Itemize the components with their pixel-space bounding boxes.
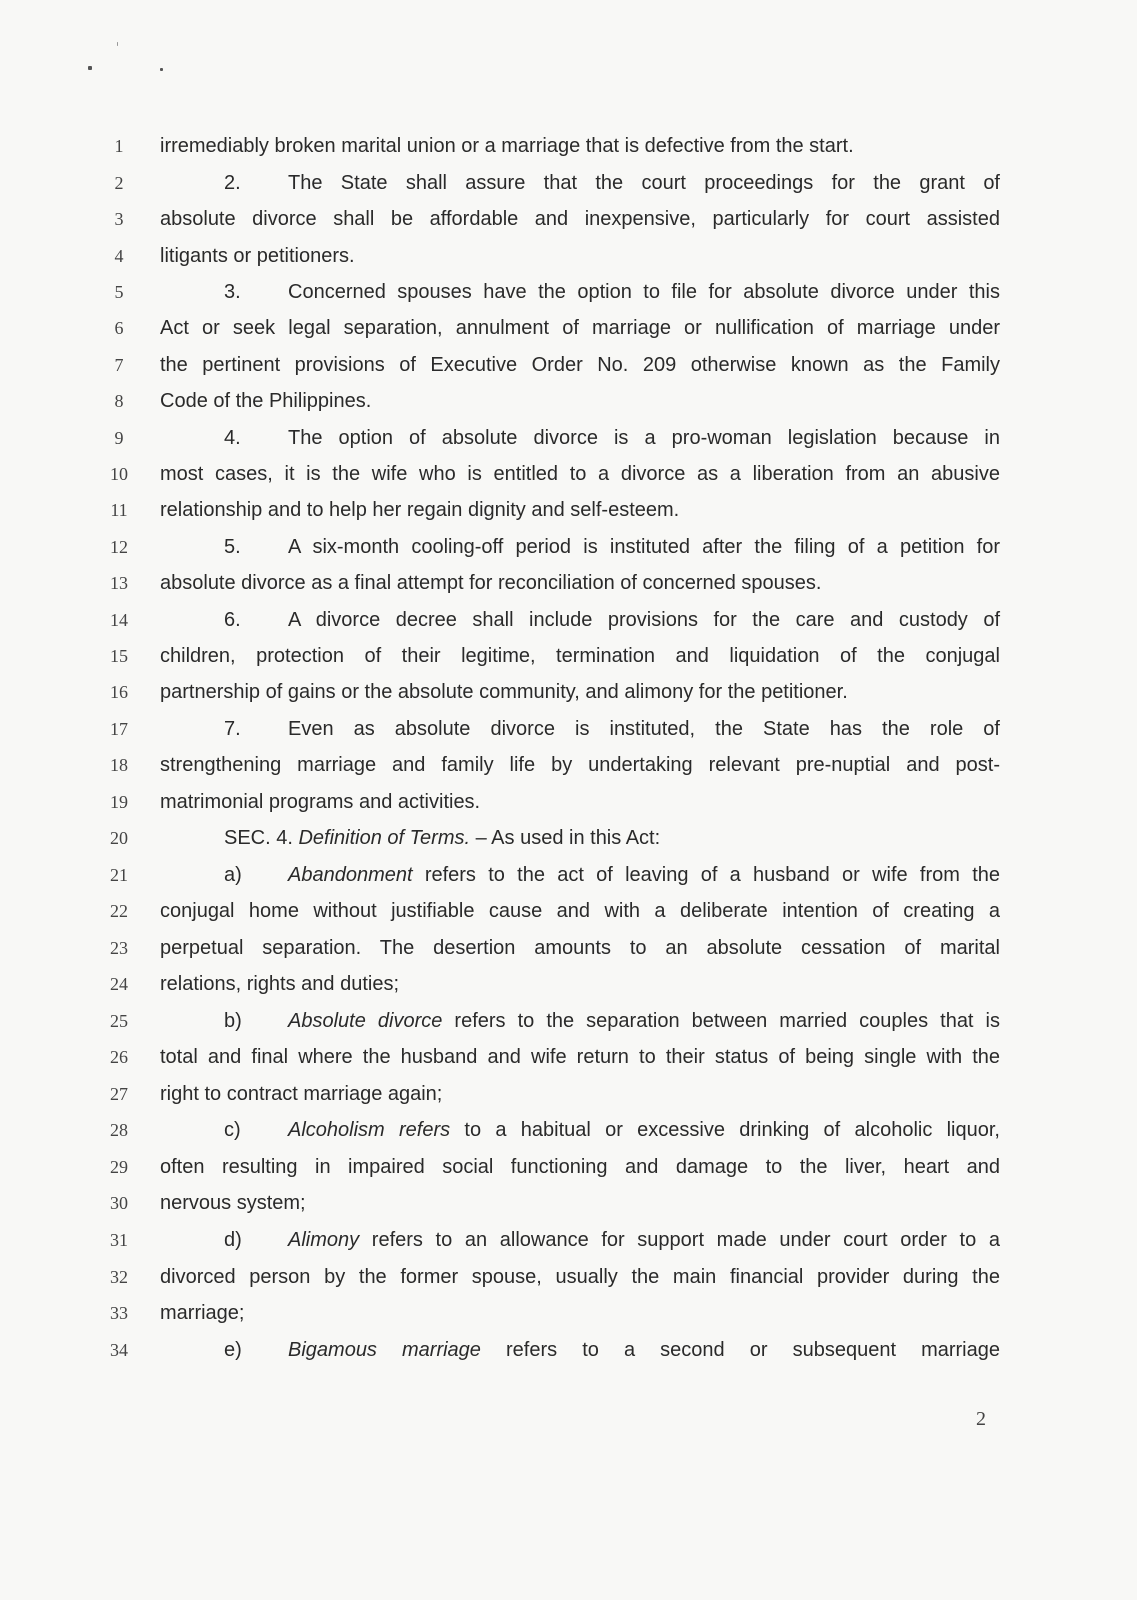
scan-speck bbox=[88, 66, 92, 70]
item-number: 3. bbox=[224, 281, 241, 303]
text-line: Code of the Philippines. bbox=[160, 390, 372, 412]
text-line: 5. A six-month cooling-off period is instituted after the filing of a petition for bbox=[160, 535, 1000, 559]
text-line: the pertinent provisions of Executive Order No. 209 otherwise known as the Family bbox=[160, 354, 1000, 376]
text-line: strengthening marriage and family life by undertaking relevant pre-nuptial and post- bbox=[160, 754, 1000, 776]
line-number: 1 bbox=[114, 136, 124, 156]
line-number: 34 bbox=[110, 1340, 128, 1360]
line-number: 23 bbox=[110, 938, 128, 958]
line-number: 19 bbox=[110, 792, 128, 812]
line-number: 16 bbox=[110, 682, 128, 702]
item-letter: a) bbox=[224, 864, 242, 886]
text-line: b) Absolute divorce refers to the separation between married couples that is bbox=[160, 1009, 1000, 1033]
text-line: marriage; bbox=[160, 1302, 245, 1324]
line-number: 26 bbox=[110, 1047, 128, 1067]
text-line: total and final where the husband and wife return to their status of being single with the bbox=[160, 1046, 1000, 1068]
text-line: often resulting in impaired social functioning and damage to the liver, heart and bbox=[160, 1156, 1000, 1178]
section-heading: SEC. 4. Definition of Terms. – As used in this Act: bbox=[224, 827, 661, 849]
line-number: 2 bbox=[114, 173, 124, 193]
line-number: 10 bbox=[110, 464, 128, 484]
text-line: children, protection of their legitime, termination and liquidation of the conjugal bbox=[160, 645, 1000, 667]
line-number: 18 bbox=[110, 755, 128, 775]
text-line: 3. Concerned spouses have the option to file for absolute divorce under this bbox=[160, 280, 1000, 304]
line-number: 31 bbox=[110, 1230, 128, 1250]
line-number: 28 bbox=[110, 1120, 128, 1140]
section-title: Definition of Terms. bbox=[298, 827, 471, 849]
text-line: Act or seek legal separation, annulment of marriage or nullification of marriage under bbox=[160, 317, 1000, 339]
line-number: 9 bbox=[114, 428, 124, 448]
line-number: 8 bbox=[114, 391, 124, 411]
scan-speck bbox=[160, 68, 163, 71]
text-line: relations, rights and duties; bbox=[160, 973, 400, 995]
scan-speck bbox=[117, 42, 118, 46]
line-number: 6 bbox=[114, 318, 124, 338]
text-line: 6. A divorce decree shall include provisions for the care and custody of bbox=[160, 608, 1000, 632]
line-number: 29 bbox=[110, 1157, 128, 1177]
text-line: d) Alimony refers to an allowance for support made under court order to a bbox=[160, 1228, 1000, 1252]
text-line: divorced person by the former spouse, usually the main financial provider during the bbox=[160, 1266, 1000, 1288]
defined-term: Alimony bbox=[288, 1229, 360, 1251]
text-line: 7. Even as absolute divorce is instituted, the State has the role of bbox=[160, 717, 1000, 741]
text-line: c) Alcoholism refers to a habitual or excessive drinking of alcoholic liquor, bbox=[160, 1118, 1000, 1142]
text-line: most cases, it is the wife who is entitled to a divorce as a liberation from an abusive bbox=[160, 463, 1000, 485]
defined-term: Alcoholism refers bbox=[288, 1119, 451, 1141]
text-line: partnership of gains or the absolute community, and alimony for the petitioner. bbox=[160, 681, 848, 703]
text-line: litigants or petitioners. bbox=[160, 245, 355, 267]
line-number: 3 bbox=[114, 209, 124, 229]
line-number: 24 bbox=[110, 974, 128, 994]
line-number: 25 bbox=[110, 1011, 128, 1031]
line-number: 22 bbox=[110, 901, 128, 921]
line-number: 14 bbox=[110, 610, 128, 630]
text-line: right to contract marriage again; bbox=[160, 1083, 443, 1105]
line-number: 27 bbox=[110, 1084, 128, 1104]
item-number: 2. bbox=[224, 172, 241, 194]
page-number: 2 bbox=[976, 1408, 986, 1430]
defined-term: Absolute divorce bbox=[288, 1010, 443, 1032]
defined-term: Bigamous marriage bbox=[288, 1339, 481, 1361]
text-line: absolute divorce shall be affordable and inexpensive, particularly for court assisted bbox=[160, 208, 1000, 230]
line-number: 11 bbox=[110, 500, 128, 520]
item-number: 4. bbox=[224, 427, 241, 449]
item-letter: e) bbox=[224, 1339, 242, 1361]
item-number: 7. bbox=[224, 718, 241, 740]
item-number: 5. bbox=[224, 536, 241, 558]
line-number: 30 bbox=[110, 1193, 128, 1213]
text-line: perpetual separation. The desertion amounts to an absolute cessation of marital bbox=[160, 937, 1000, 959]
text-line: nervous system; bbox=[160, 1192, 306, 1214]
line-number: 33 bbox=[110, 1303, 128, 1323]
item-number: 6. bbox=[224, 609, 241, 631]
line-number: 17 bbox=[110, 719, 128, 739]
text-line: 2. The State shall assure that the court proceedings for the grant of bbox=[160, 171, 1000, 195]
line-number: 7 bbox=[114, 355, 124, 375]
line-number: 13 bbox=[110, 573, 128, 593]
item-letter: b) bbox=[224, 1010, 242, 1032]
text-line: 4. The option of absolute divorce is a pro-woman legislation because in bbox=[160, 426, 1000, 450]
text-line: matrimonial programs and activities. bbox=[160, 791, 481, 813]
text-line: relationship and to help her regain dignity and self-esteem. bbox=[160, 499, 680, 521]
line-number: 4 bbox=[114, 246, 124, 266]
text-line: e) Bigamous marriage refers to a second or subsequent marriage bbox=[160, 1338, 1000, 1362]
line-number: 12 bbox=[110, 537, 128, 557]
line-number: 21 bbox=[110, 865, 128, 885]
text-line: irremediably broken marital union or a marriage that is defective from the start. bbox=[160, 135, 854, 157]
item-letter: c) bbox=[224, 1119, 241, 1141]
text-line: conjugal home without justifiable cause and with a deliberate intention of creating a bbox=[160, 900, 1000, 922]
item-letter: d) bbox=[224, 1229, 242, 1251]
line-number: 20 bbox=[110, 828, 128, 848]
text-line: a) Abandonment refers to the act of leaving of a husband or wife from the bbox=[160, 863, 1000, 887]
line-number: 32 bbox=[110, 1267, 128, 1287]
text-line: absolute divorce as a final attempt for reconciliation of concerned spouses. bbox=[160, 572, 822, 594]
line-number: 5 bbox=[114, 282, 124, 302]
defined-term: Abandonment bbox=[288, 864, 413, 886]
line-number: 15 bbox=[110, 646, 128, 666]
